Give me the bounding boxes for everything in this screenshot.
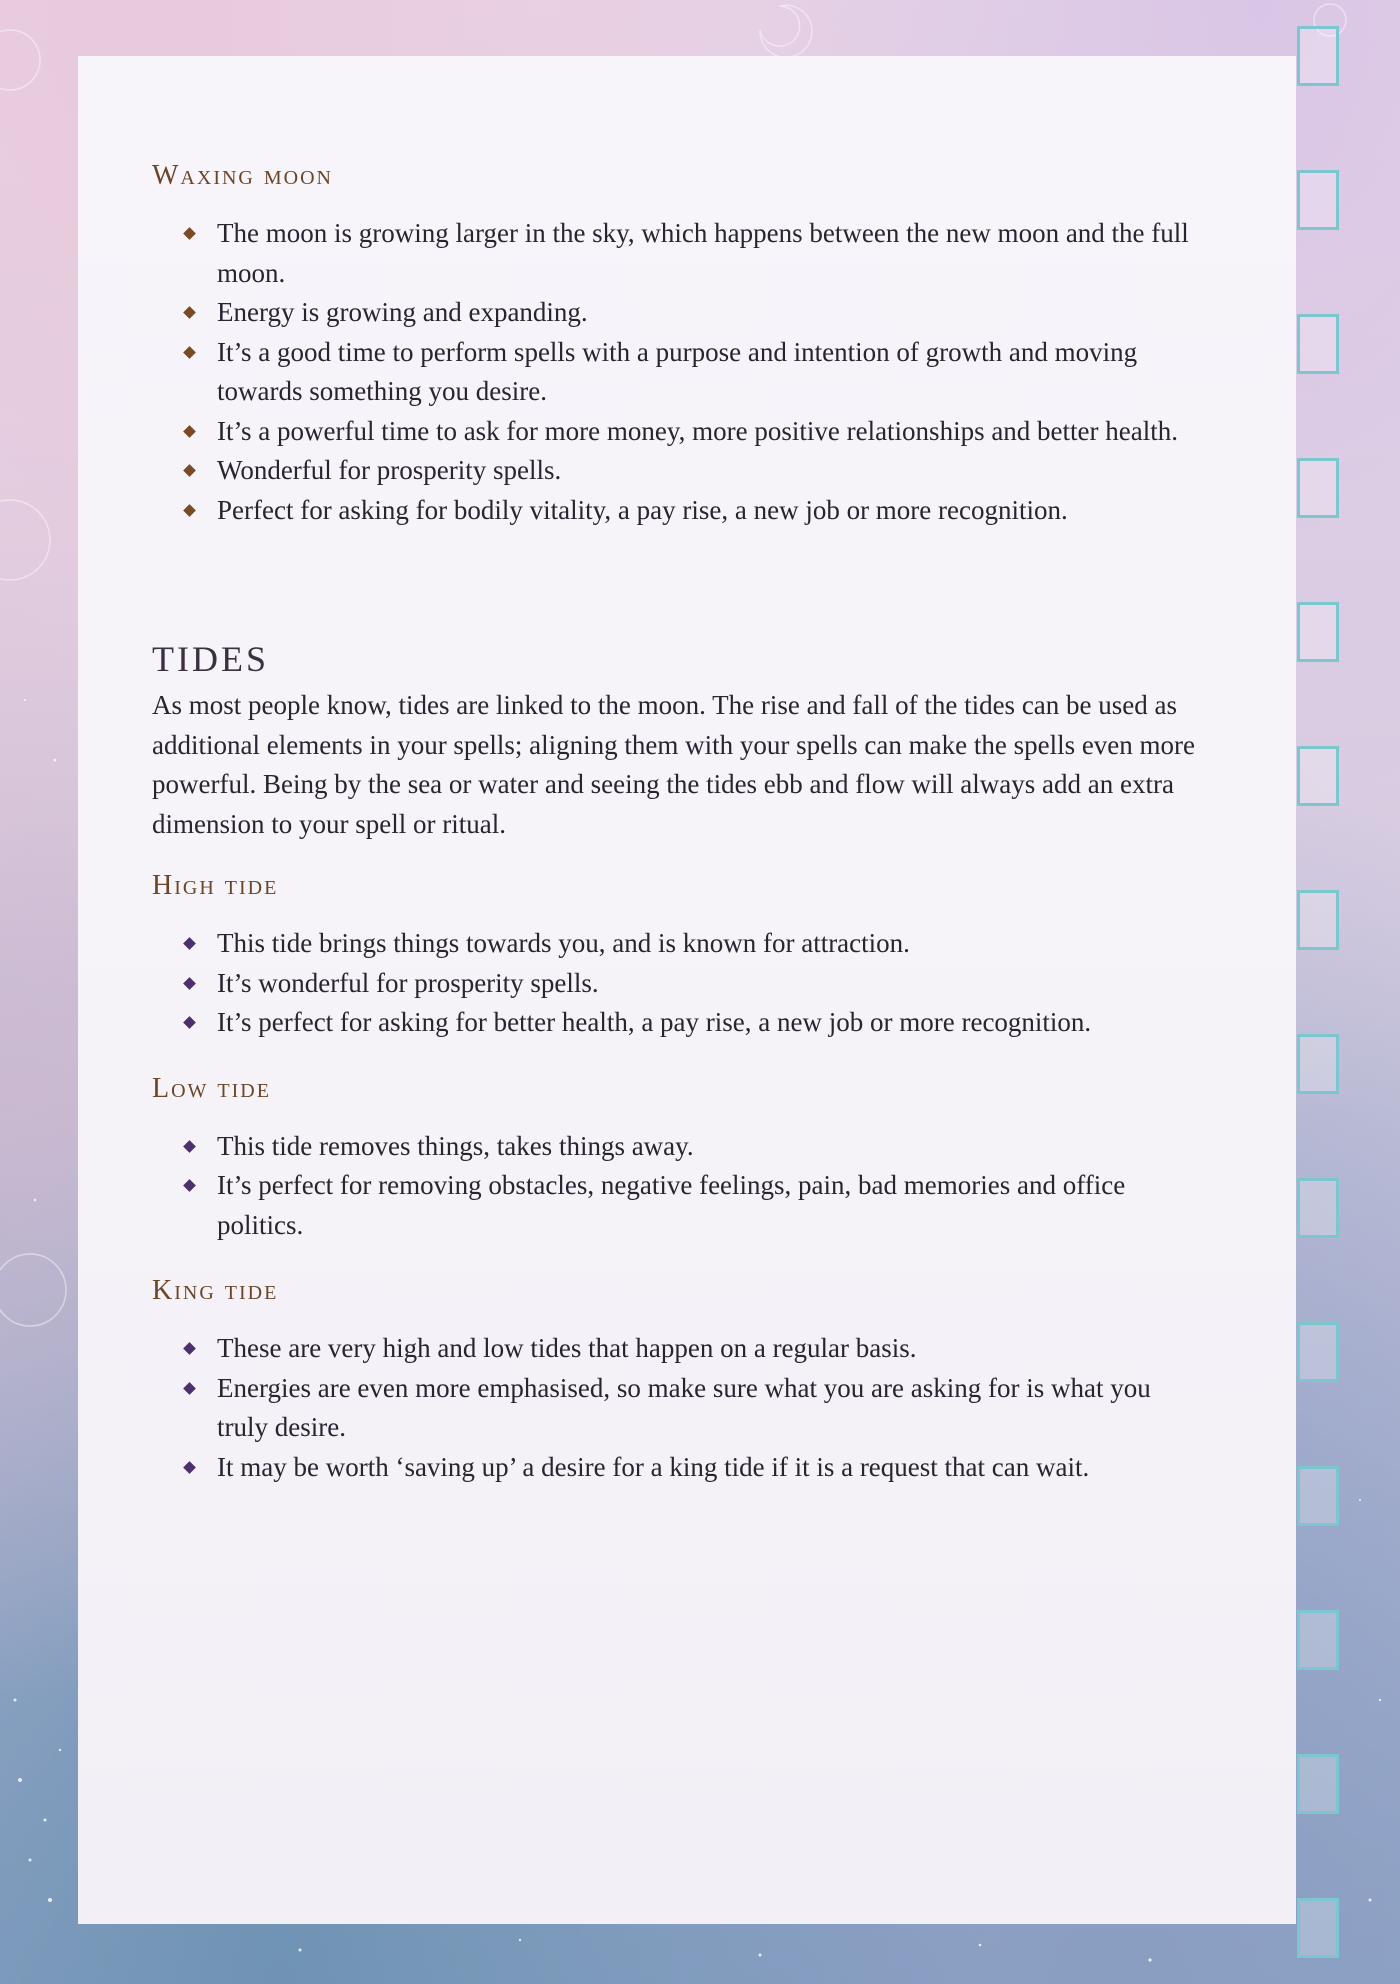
side-tab[interactable] bbox=[1297, 1178, 1339, 1238]
list-item: It’s wonderful for prosperity spells. bbox=[185, 964, 1202, 1004]
waxing-moon-heading: Waxing moon bbox=[152, 160, 333, 191]
side-tab[interactable] bbox=[1297, 26, 1339, 86]
list-item: Energy is growing and expanding. bbox=[185, 293, 1202, 333]
diamond-bullet-icon bbox=[183, 1016, 196, 1029]
diamond-bullet-icon bbox=[183, 346, 196, 359]
list-item: This tide brings things towards you, and is known for attraction. bbox=[185, 924, 1202, 964]
diamond-bullet-icon bbox=[183, 306, 196, 319]
list-item: Wonderful for prosperity spells. bbox=[185, 451, 1202, 491]
diamond-bullet-icon bbox=[183, 977, 196, 990]
diamond-bullet-icon bbox=[183, 504, 196, 517]
diamond-bullet-icon bbox=[183, 464, 196, 477]
side-tab[interactable] bbox=[1297, 890, 1339, 950]
tides-intro: As most people know, tides are linked to the moon. The rise and fall of the tides can be used as additional elements in your spells; aligning them with your spells can make the spells even more powerful. Being by the sea or water and seeing the tides ebb and flow will always add an extra dimension to your spell or ritual. bbox=[152, 690, 1196, 839]
waxing-moon-list bbox=[152, 214, 1202, 530]
list-item: It’s a good time to perform spells with a purpose and intention of growth and moving towards something you desire. bbox=[185, 333, 1202, 412]
king-tide-heading: King tide bbox=[152, 1275, 279, 1306]
side-tab[interactable] bbox=[1297, 746, 1339, 806]
side-tab[interactable] bbox=[1297, 1466, 1339, 1526]
list-item: This tide removes things, takes things away. bbox=[185, 1127, 1202, 1167]
page-content bbox=[152, 160, 1202, 1487]
high-tide-list bbox=[152, 924, 1202, 1043]
diamond-bullet-icon bbox=[183, 425, 196, 438]
low-tide-list bbox=[152, 1127, 1202, 1246]
list-item: It’s perfect for removing obstacles, negative feelings, pain, bad memories and office politics. bbox=[185, 1166, 1202, 1245]
list-item: The moon is growing larger in the sky, which happens between the new moon and the full moon. bbox=[185, 214, 1202, 293]
side-tab[interactable] bbox=[1297, 458, 1339, 518]
low-tide-heading: Low tide bbox=[152, 1072, 271, 1104]
side-tab[interactable] bbox=[1297, 1610, 1339, 1670]
list-item: It’s perfect for asking for better health, a pay rise, a new job or more recognition. bbox=[185, 1003, 1202, 1043]
list-item: These are very high and low tides that happen on a regular basis. bbox=[185, 1329, 1202, 1369]
diamond-bullet-icon bbox=[183, 1179, 196, 1192]
side-tab[interactable] bbox=[1297, 1898, 1339, 1958]
king-tide-list bbox=[152, 1329, 1202, 1487]
diamond-bullet-icon bbox=[183, 937, 196, 950]
tides-heading: TIDES bbox=[152, 639, 269, 679]
side-tab[interactable] bbox=[1297, 314, 1339, 374]
high-tide-heading: High tide bbox=[152, 870, 279, 901]
side-tab[interactable] bbox=[1297, 602, 1339, 662]
side-tab[interactable] bbox=[1297, 170, 1339, 230]
diamond-bullet-icon bbox=[183, 1140, 196, 1153]
list-item: Energies are even more emphasised, so make sure what you are asking for is what you truly desire. bbox=[185, 1369, 1202, 1448]
list-item: It’s a powerful time to ask for more money, more positive relationships and better health. bbox=[185, 412, 1202, 452]
diamond-bullet-icon bbox=[183, 227, 196, 240]
list-item: Perfect for asking for bodily vitality, a pay rise, a new job or more recognition. bbox=[185, 491, 1202, 531]
list-item: It may be worth ‘saving up’ a desire for a king tide if it is a request that can wait. bbox=[185, 1448, 1202, 1488]
side-tab[interactable] bbox=[1297, 1754, 1339, 1814]
diamond-bullet-icon bbox=[183, 1342, 196, 1355]
diamond-bullet-icon bbox=[183, 1382, 196, 1395]
side-tab[interactable] bbox=[1297, 1322, 1339, 1382]
side-tab[interactable] bbox=[1297, 1034, 1339, 1094]
diamond-bullet-icon bbox=[183, 1461, 196, 1474]
side-tab-strip bbox=[1297, 26, 1347, 1966]
